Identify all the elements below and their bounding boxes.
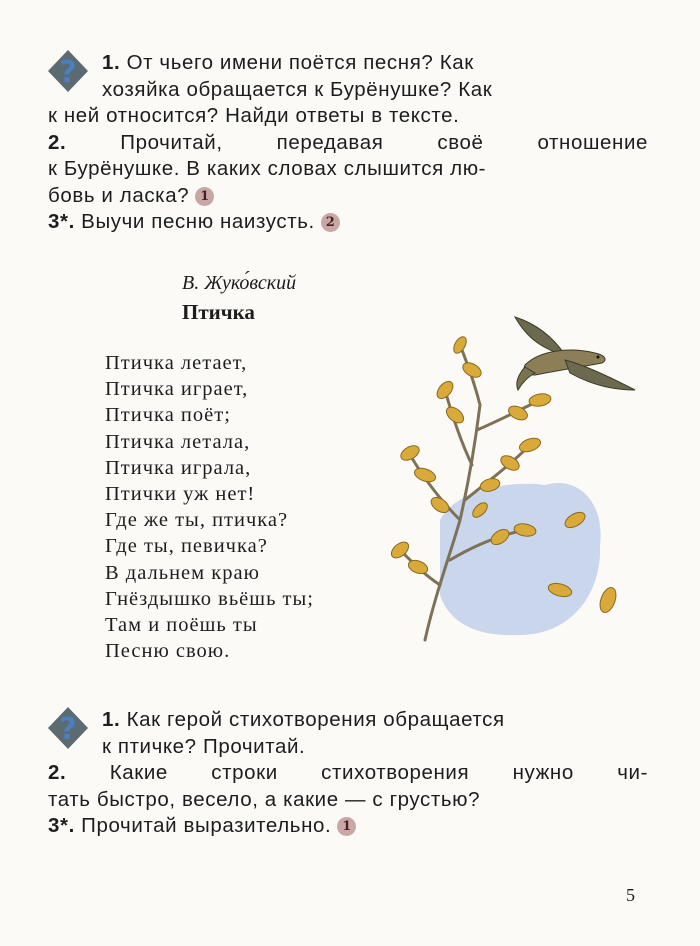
poem-line: Птичка играет,	[105, 378, 249, 401]
poem-title: Птичка	[182, 300, 255, 324]
questions-bottom	[48, 707, 648, 840]
svg-text:?: ?	[59, 55, 77, 90]
poem-line: Птички уж нет!	[105, 483, 256, 506]
poem-author: В. Жуко́вский	[182, 272, 297, 294]
poem-line: Птичка играла,	[105, 456, 252, 479]
question-1-line	[48, 707, 648, 734]
question-number: 1.	[102, 51, 121, 74]
question-number: 2.	[48, 761, 67, 784]
question-2-line-2: к Бурёнушке. В каких словах слышится лю-	[48, 157, 487, 180]
question-text: Как герой стихотворения обращается	[126, 708, 505, 731]
poem-text	[105, 350, 314, 664]
question-3-line	[48, 209, 648, 236]
bird-icon	[515, 317, 635, 390]
poem-line: Где ты, певичка?	[105, 535, 268, 558]
assignment-badge: 1	[195, 187, 214, 206]
question-1-line	[48, 50, 648, 77]
question-text: От чьего имени поётся песня? Как	[126, 51, 474, 74]
question-number: 3*.	[48, 814, 75, 837]
poem-line: Птичка летает,	[105, 352, 248, 374]
bird-and-branch-illustration	[380, 305, 650, 650]
question-1-line-3: к ней относится? Найди ответы в тексте.	[48, 104, 460, 127]
question-text: бовь и ласка?	[48, 183, 190, 207]
poem-line: Песню свою.	[105, 640, 231, 663]
poem-line: В дальнем краю	[105, 561, 260, 584]
question-3-line	[48, 813, 648, 840]
question-text: Выучи песню наизусть.	[81, 210, 315, 233]
assignment-badge: 1	[337, 817, 356, 836]
question-number: 2.	[48, 130, 67, 154]
poem-line: Гнёздышко вьёшь ты;	[105, 587, 314, 610]
poem-line: Там и поёшь ты	[105, 614, 258, 637]
question-number: 3*.	[48, 210, 75, 233]
poem-line: Птичка летала,	[105, 430, 251, 453]
poem-line: Где же ты, птичка?	[105, 509, 289, 532]
question-text: Прочитай выразительно.	[81, 814, 332, 837]
poem-line: Птичка поёт;	[105, 404, 231, 427]
question-number: 1.	[102, 708, 121, 731]
question-2-line	[48, 130, 648, 157]
question-text: Какие строки стихотворения нужно чи-	[109, 761, 648, 784]
questions-top	[48, 50, 648, 236]
question-1-line-2: хозяйка обращается к Бурёнушке? Как	[102, 77, 493, 101]
question-2-line-2: тать быстро, весело, а какие — с грустью?	[48, 787, 481, 811]
question-2-line-3	[48, 183, 648, 210]
svg-text:?: ?	[59, 712, 77, 747]
page-number: 5	[626, 885, 635, 905]
question-1-line-2: к птичке? Прочитай.	[102, 734, 306, 758]
assignment-badge: 2	[321, 213, 340, 232]
question-text: Прочитай, передавая своё отношение	[120, 130, 648, 154]
question-2-line	[48, 760, 648, 787]
